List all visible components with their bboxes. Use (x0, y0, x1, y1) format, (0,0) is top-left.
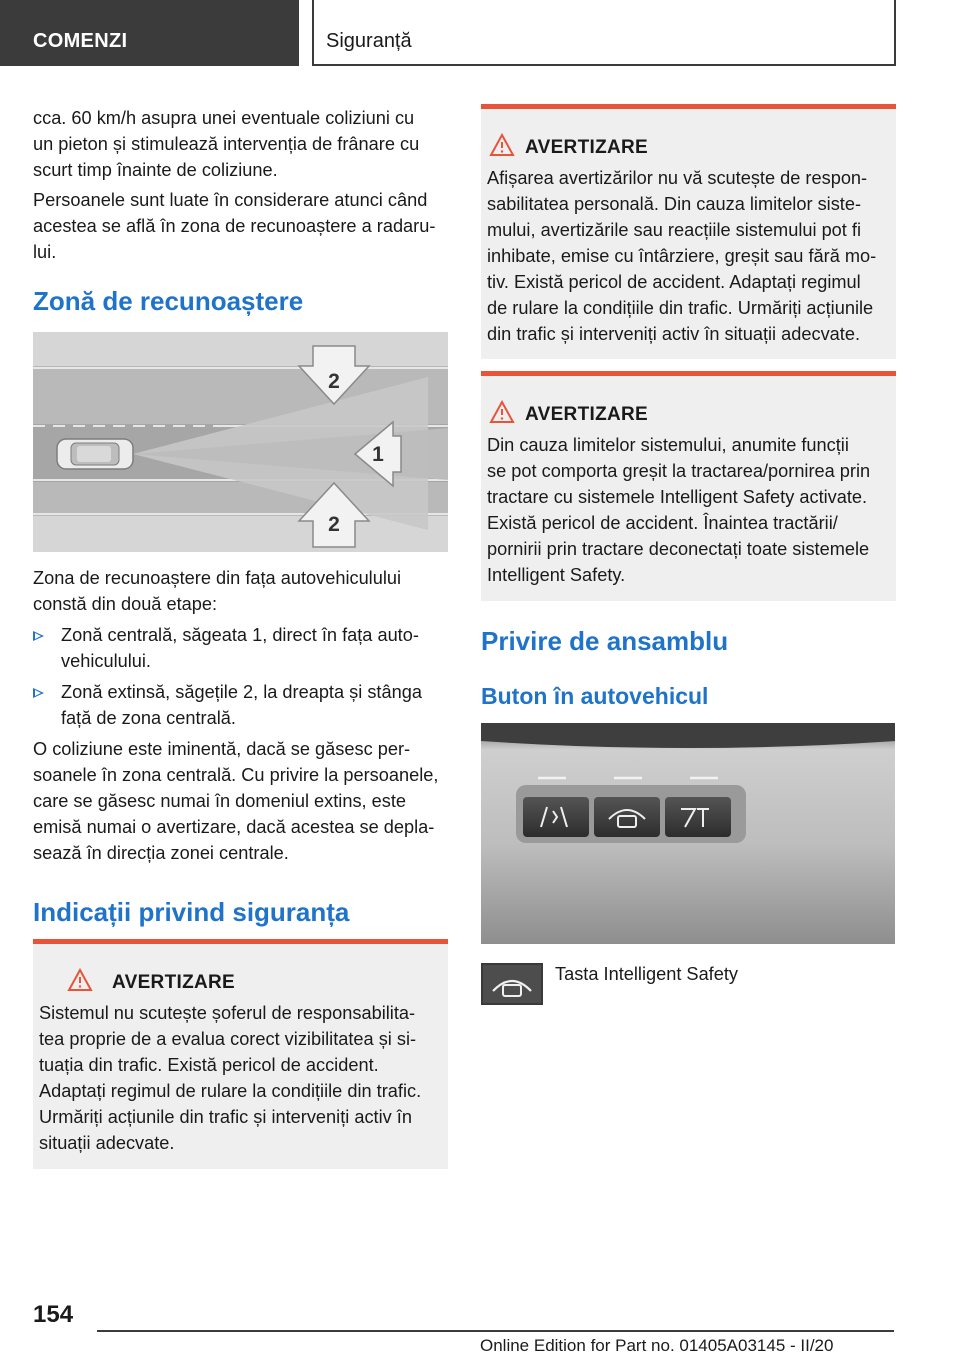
text-line: se pot comporta greșit la tractarea/pornirea prin (487, 461, 871, 481)
text-line: emisă numai o avertizare, dacă acestea se depla- (33, 817, 435, 837)
page-number: 154 (33, 1301, 74, 1328)
warning-box-left (33, 939, 448, 1169)
arrow-label-2-bottom: 2 (328, 513, 340, 536)
button-panel-photo (481, 723, 895, 944)
text-line: lui. (33, 242, 57, 262)
text-line: pornirii prin tractare deconectați toate sistemele (487, 539, 870, 559)
arrow-label-2-top: 2 (328, 370, 340, 393)
text-line: Sistemul nu scutește șoferul de responsabilita- (39, 1003, 416, 1023)
intelligent-safety-key-icon (481, 963, 543, 1005)
key-caption: Tasta Intelligent Safety (555, 964, 738, 984)
warning-title: AVERTIZARE (525, 137, 648, 158)
text-line: care se găsesc numai în domeniul extins, este (33, 791, 407, 811)
text-line: Zonă extinsă, săgețile 2, la dreapta și stânga (61, 682, 422, 702)
text-line: Persoanele sunt luate în considerare atunci când (33, 190, 428, 210)
car-icon (57, 439, 133, 469)
text-line: mului, avertizările sau reacțiile sistemului pot fi (487, 220, 861, 240)
text-line: tractare cu sistemele Intelligent Safety activate. (487, 487, 868, 507)
intro-paragraph-2 (33, 187, 435, 265)
lane-departure-button (523, 797, 589, 837)
warning-body (487, 165, 876, 347)
text-line: situații adecvate. (39, 1133, 175, 1153)
bullet-zona-centrala (33, 622, 419, 674)
warning-title: AVERTIZARE (525, 404, 648, 425)
text-line: față de zona centrală. (61, 708, 236, 728)
bullet-zona-extinsa (33, 679, 422, 731)
text-line: Urmăriți acțiunile din trafic și interveniți activ în (39, 1107, 412, 1127)
text-line: Există pericol de accident. Înaintea tractării/ (487, 513, 838, 533)
header-section-tab (0, 0, 299, 66)
text-line: vehiculului. (61, 651, 151, 671)
text-line: Adaptați regimul de rulare la condițiile din trafic. (39, 1081, 422, 1101)
text-line: un pieton și stimulează intervenția de frânare cu (33, 134, 420, 154)
text-line: Afișarea avertizărilor nu vă scutește de respon- (487, 168, 868, 188)
triangle-bullet-icon (33, 688, 44, 698)
footer-edition: Online Edition for Part no. 01405A03145 - II/20 (480, 1336, 834, 1355)
coliziune-paragraph (33, 736, 438, 866)
header-section-label: COMENZI (33, 30, 128, 52)
text-line: tiv. Există pericol de accident. Adaptați regimul (487, 272, 861, 292)
warning-body (39, 1000, 421, 1156)
text-line: Zona de recunoaștere din fața autovehiculului (33, 568, 402, 588)
warning-triangle-icon (67, 968, 93, 992)
text-line: constă din două etape: (33, 594, 218, 614)
text-line: sează în direcția zonei centrale. (33, 843, 289, 863)
text-line: cca. 60 km/h asupra unei eventuale coliziuni cu (33, 108, 415, 128)
warning-box-right-2 (481, 371, 896, 601)
text-line: scurt timp înainte de coliziune. (33, 160, 278, 180)
header-chapter-tab (312, 0, 896, 66)
text-line: tuația din trafic. Există pericol de accident. (39, 1055, 379, 1075)
heading-indicatii-siguranta: Indicații privind siguranța (33, 897, 350, 927)
warning-triangle-icon (489, 400, 515, 424)
heading-buton-autovehicul: Buton în autovehicul (481, 683, 709, 709)
lane-change-button (665, 797, 731, 837)
text-line: O coliziune este iminentă, dacă se găsesc per- (33, 739, 411, 759)
text-line: Din cauza limitelor sistemului, anumite funcții (487, 435, 849, 455)
intelligent-safety-button (594, 797, 660, 837)
text-line: soanele în zona centrală. Cu privire la persoanele, (33, 765, 439, 785)
text-line: Zonă centrală, săgeata 1, direct în fața auto- (61, 625, 419, 645)
text-line: de rulare la condițiile din trafic. Urmăriți acțiunile (487, 298, 874, 318)
warning-triangle-icon (489, 133, 515, 157)
text-line: din trafic și interveniți activ în situații adecvate. (487, 324, 861, 344)
intro-paragraph-1 (33, 105, 419, 183)
triangle-bullet-icon (33, 631, 44, 641)
text-line: acestea se află în zona de recunoaștere a radaru- (33, 216, 436, 236)
heading-privire-ansamblu: Privire de ansamblu (481, 626, 729, 656)
warning-title: AVERTIZARE (112, 972, 235, 993)
text-line: Intelligent Safety. (487, 565, 626, 585)
warning-body (487, 432, 870, 588)
heading-zona-recunoastere: Zonă de recunoaștere (33, 286, 304, 316)
warning-box-right-1 (481, 104, 896, 359)
text-line: sabilitatea personală. Din cauza limitelor siste- (487, 194, 862, 214)
arrow-label-1: 1 (372, 443, 384, 466)
text-line: inhibate, emise cu întârziere, greșit sau fără mo- (487, 246, 877, 266)
text-line: tea proprie de a evalua corect vizibilitatea și si- (39, 1029, 417, 1049)
header-chapter-label: Siguranță (326, 30, 412, 52)
footer-divider (97, 1330, 894, 1332)
detection-zone-figure (33, 332, 448, 552)
zona-paragraph (33, 565, 401, 617)
